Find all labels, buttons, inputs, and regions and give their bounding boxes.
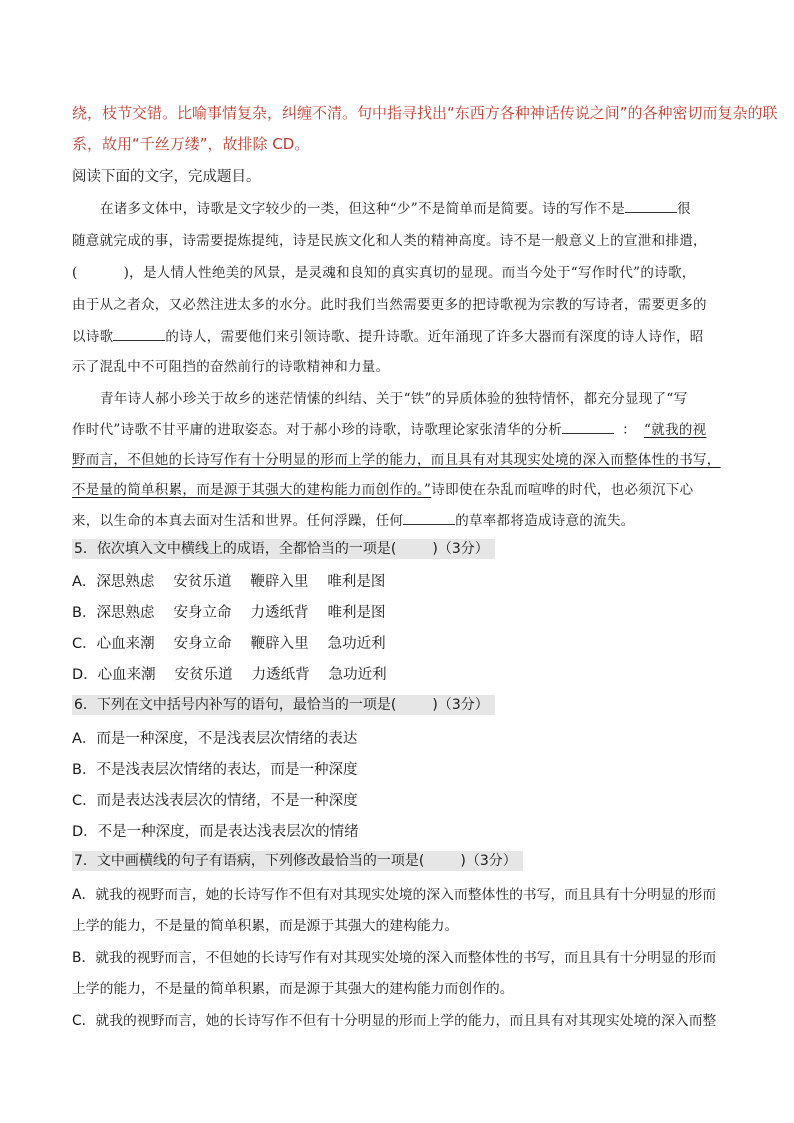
question-6-option-c[interactable]: C．而是表达浅表层次的情绪，不是一种深度 — [72, 793, 358, 809]
passage-line: 来，以生命的本真去面对生活和世界。任何浮躁，任何 的草率都将造成诗意的流失。 — [72, 509, 635, 529]
passage-line: 青年诗人郝小珍关于故乡的迷茫情愫的纠结、关于“铁”的异质体验的独特情怀，都充分显现了“写 — [100, 391, 688, 407]
passage-line: ( )，是人情人性绝美的风景，是灵魂和良知的真实真切的显现。而当今处于“写作时代”的诗歌， — [72, 265, 696, 281]
question-7-option-a[interactable]: A．就我的视野而言，她的长诗写作不但有对其现实处境的深入而整体性的书写，而且具有十分明显的形而 — [72, 887, 717, 903]
passage-line: 以诗歌 的诗人，需要他们来引领诗歌、提升诗歌。近年涌现了许多大器而有深度的诗人诗作，昭 — [72, 325, 704, 345]
question-6-option-d[interactable]: D．不是一种深度，而是表达浅表层次的情绪 — [72, 824, 359, 840]
explanation-line-1: 绕，枝节交错。比喻事情复杂，纠缠不清。句中指寻找出“东西方各种神话传说之间”的各种密切而复杂的联 — [72, 104, 778, 122]
question-5-option-c[interactable]: C．心血来潮 安身立命 鞭辟入里 急功近利 — [72, 636, 386, 652]
question-5-option-a[interactable]: A．深思熟虑 安贫乐道 鞭辟入里 唯利是图 — [72, 574, 386, 590]
question-7-option-a-cont: 上学的能力，不是量的简单积累，而是源于其强大的建构能力。 — [72, 918, 459, 934]
question-5-stem: 5．依次填入文中横线上的成语，全都恰当的一项是( )（3分） — [72, 539, 495, 559]
question-7-option-b[interactable]: B．就我的视野而言，不但她的长诗写作有对其现实处境的深入而整体性的书写，而且具有十分明显的形而 — [72, 950, 717, 966]
underlined-sentence: 野而言，不但她的长诗写作有十分明显的形而上学的能力，而且具有对其现实处境的深入而整体性的书写， — [72, 452, 721, 468]
question-6-option-a[interactable]: A．而是一种深度，不是浅表层次情绪的表达 — [72, 731, 358, 747]
fill-blank — [625, 198, 677, 213]
passage-line: 不是量的简单积累，而是源于其强大的建构能力而创作的。”诗即使在杂乱而喧哗的时代，也必须沉下心 — [72, 482, 694, 498]
question-5-option-d[interactable]: D．心血来潮 安贫乐道 力透纸背 急功近利 — [72, 667, 387, 683]
passage-line: 随意就完成的事，诗需要提炼提纯，诗是民族文化和人类的精神高度。诗不是一般意义上的宣泄和排遣， — [72, 233, 707, 249]
question-7-option-b-cont: 上学的能力，不是量的简单积累，而是源于其强大的建构能力而创作的。 — [72, 981, 514, 997]
passage-line: 由于从之者众，又必然注进太多的水分。此时我们当然需要更多的把诗歌视为宗教的写诗者，需要更多的 — [72, 297, 707, 313]
underlined-sentence-end: 不是量的简单积累，而是源于其强大的建构能力而创作的。” — [72, 482, 432, 498]
passage-line: 作时代”诗歌不甘平庸的进取姿态。对于郝小珍的诗歌，诗歌理论家张清华的分析 ： “就我的视 — [72, 418, 706, 438]
passage-line: 示了混乱中不可阻挡的奋然前行的诗歌精神和力量。 — [72, 359, 390, 375]
question-6-option-b[interactable]: B．不是浅表层次情绪的表达，而是一种深度 — [72, 762, 358, 778]
question-7-option-c[interactable]: C．就我的视野而言，她的长诗写作不但有十分明显的形而上学的能力，而且具有对其现实处境的深入而整 — [72, 1013, 717, 1029]
fill-blank — [562, 419, 614, 434]
explanation-line-2: 系，故用“千丝万缕”，故排除 CD。 — [72, 135, 310, 153]
reading-instruction: 阅读下面的文字，完成题目。 — [72, 169, 261, 185]
question-6-stem: 6．下列在文中括号内补写的语句，最恰当的一项是( )（3分） — [72, 695, 495, 715]
fill-blank — [403, 510, 455, 525]
question-7-stem: 7．文中画横线的句子有语病，下列修改最恰当的一项是( )（3分） — [72, 851, 523, 871]
passage-line: 在诸多文体中，诗歌是文字较少的一类，但这种“少”不是简单而是简要。诗的写作不是 很 — [100, 197, 691, 217]
fill-blank — [113, 326, 165, 341]
question-5-option-b[interactable]: B．深思熟虑 安身立命 力透纸背 唯利是图 — [72, 605, 386, 621]
